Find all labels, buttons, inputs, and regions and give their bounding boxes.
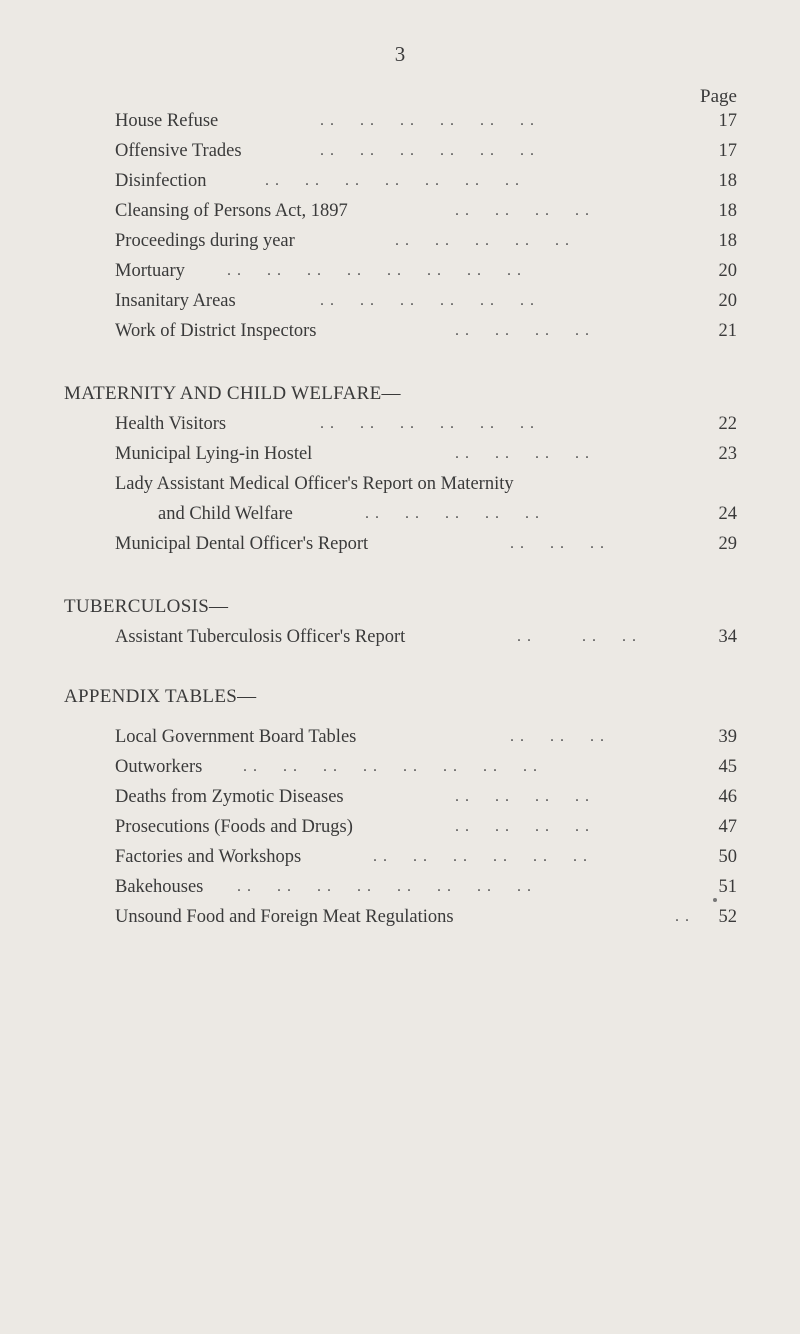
toc-entry-lady-assistant-cont <box>158 499 737 529</box>
entry-page: 20 <box>718 261 737 281</box>
toc-entry-lady-assistant <box>115 469 715 499</box>
entry-page: 20 <box>718 291 737 311</box>
entry-label: Assistant Tuberculosis Officer's Report <box>115 627 406 647</box>
entry-label: Health Visitors <box>115 414 227 434</box>
entry-page: 17 <box>718 111 737 131</box>
entry-page: 18 <box>718 201 737 221</box>
entry-page: 34 <box>718 627 737 647</box>
entry-page: 21 <box>718 321 737 341</box>
entry-label: Municipal Lying-in Hostel <box>115 444 313 464</box>
dot-leader: . . . . . . . . . . . . <box>373 848 588 865</box>
dot-leader: . . . . . . . . . . <box>365 505 540 522</box>
dot-leader: . . . . . . . . . . . . . . . . <box>237 878 532 895</box>
entry-page: 45 <box>718 757 737 777</box>
entry-label: Municipal Dental Officer's Report <box>115 534 369 554</box>
entry-label: Cleansing of Persons Act, 1897 <box>115 201 348 221</box>
entry-page: 29 <box>718 534 737 554</box>
entry-label: Local Government Board Tables <box>115 727 357 747</box>
entry-label: Proceedings during year <box>115 231 295 251</box>
entry-label: Lady Assistant Medical Officer's Report on Maternity <box>115 474 514 494</box>
toc-entry-health-visitors <box>115 409 737 439</box>
dot-leader: . . . . . . <box>517 628 637 645</box>
entry-label: Outworkers <box>115 757 203 777</box>
section-heading-maternity: MATERNITY AND CHILD WELFARE— <box>64 383 401 404</box>
toc-entry-cleansing-of-persons-act <box>115 196 737 226</box>
page-column-header: Page <box>700 86 737 107</box>
dot-leader: . . . . . . <box>510 728 605 745</box>
section-heading-appendix: APPENDIX TABLES— <box>64 686 257 707</box>
entry-label: Factories and Workshops <box>115 847 302 867</box>
dot-leader: . . . . . . <box>510 535 605 552</box>
toc-entry-factories <box>115 842 737 872</box>
toc-entry-mortuary <box>115 256 737 286</box>
entry-page: 23 <box>718 444 737 464</box>
entry-page: 22 <box>718 414 737 434</box>
entry-label: House Refuse <box>115 111 219 131</box>
toc-entry-tuberculosis-report <box>115 622 737 652</box>
toc-entry-disinfection <box>115 166 737 196</box>
dot-leader: . . . . . . . . . . . . . . <box>265 172 520 189</box>
dot-leader: . . . . . . . . . . . . . . . . <box>227 262 522 279</box>
toc-entry-prosecutions <box>115 812 737 842</box>
toc-entry-district-inspectors <box>115 316 737 346</box>
entry-page: 52 <box>718 907 737 927</box>
dot-leader: . . . . . . . . <box>455 322 590 339</box>
page-number: 3 <box>394 42 406 66</box>
toc-entry-bakehouses <box>115 872 737 902</box>
toc-entry-proceedings <box>115 226 737 256</box>
dot-leader: . . . . . . . . . . . . . . . . <box>243 758 538 775</box>
dot-leader: . . . . . . . . <box>455 818 590 835</box>
entry-label: Bakehouses <box>115 877 204 897</box>
ink-speck <box>713 898 717 902</box>
toc-entry-lying-in-hostel <box>115 439 737 469</box>
entry-label: Work of District Inspectors <box>115 321 317 341</box>
entry-label: Offensive Trades <box>115 141 242 161</box>
entry-label: Disinfection <box>115 171 207 191</box>
entry-page: 39 <box>718 727 737 747</box>
section-heading-tuberculosis: TUBERCULOSIS— <box>64 596 229 617</box>
dot-leader: . . . . . . . . <box>455 202 590 219</box>
dot-leader: . . . . . . . . <box>455 788 590 805</box>
dot-leader: . . . . . . . . <box>455 445 590 462</box>
entry-page: 18 <box>718 231 737 251</box>
entry-page: 24 <box>718 504 737 524</box>
toc-entry-insanitary-areas <box>115 286 737 316</box>
entry-page: 51 <box>718 877 737 897</box>
toc-entry-dental-officer <box>115 529 737 559</box>
entry-page: 18 <box>718 171 737 191</box>
dot-leader: . . . . . . . . . . . . <box>320 292 535 309</box>
entry-page: 47 <box>718 817 737 837</box>
toc-entry-zymotic-diseases <box>115 782 737 812</box>
entry-page: 50 <box>718 847 737 867</box>
entry-label: Unsound Food and Foreign Meat Regulations <box>115 907 454 927</box>
toc-entry-outworkers <box>115 752 737 782</box>
entry-label: Insanitary Areas <box>115 291 236 311</box>
entry-page: 17 <box>718 141 737 161</box>
entry-label: Mortuary <box>115 261 185 281</box>
entry-page: 46 <box>718 787 737 807</box>
entry-label: and Child Welfare <box>158 504 293 524</box>
toc-entry-house-refuse <box>115 106 737 136</box>
dot-leader: . . <box>675 908 690 925</box>
toc-entry-offensive-trades <box>115 136 737 166</box>
toc-entry-unsound-food <box>115 902 737 932</box>
toc-entry-lgb-tables <box>115 722 737 752</box>
entry-label: Prosecutions (Foods and Drugs) <box>115 817 353 837</box>
dot-leader: . . . . . . . . . . . . <box>320 415 535 432</box>
dot-leader: . . . . . . . . . . . . <box>320 142 535 159</box>
dot-leader: . . . . . . . . . . . . <box>320 112 535 129</box>
dot-leader: . . . . . . . . . . <box>395 232 570 249</box>
entry-label: Deaths from Zymotic Diseases <box>115 787 344 807</box>
